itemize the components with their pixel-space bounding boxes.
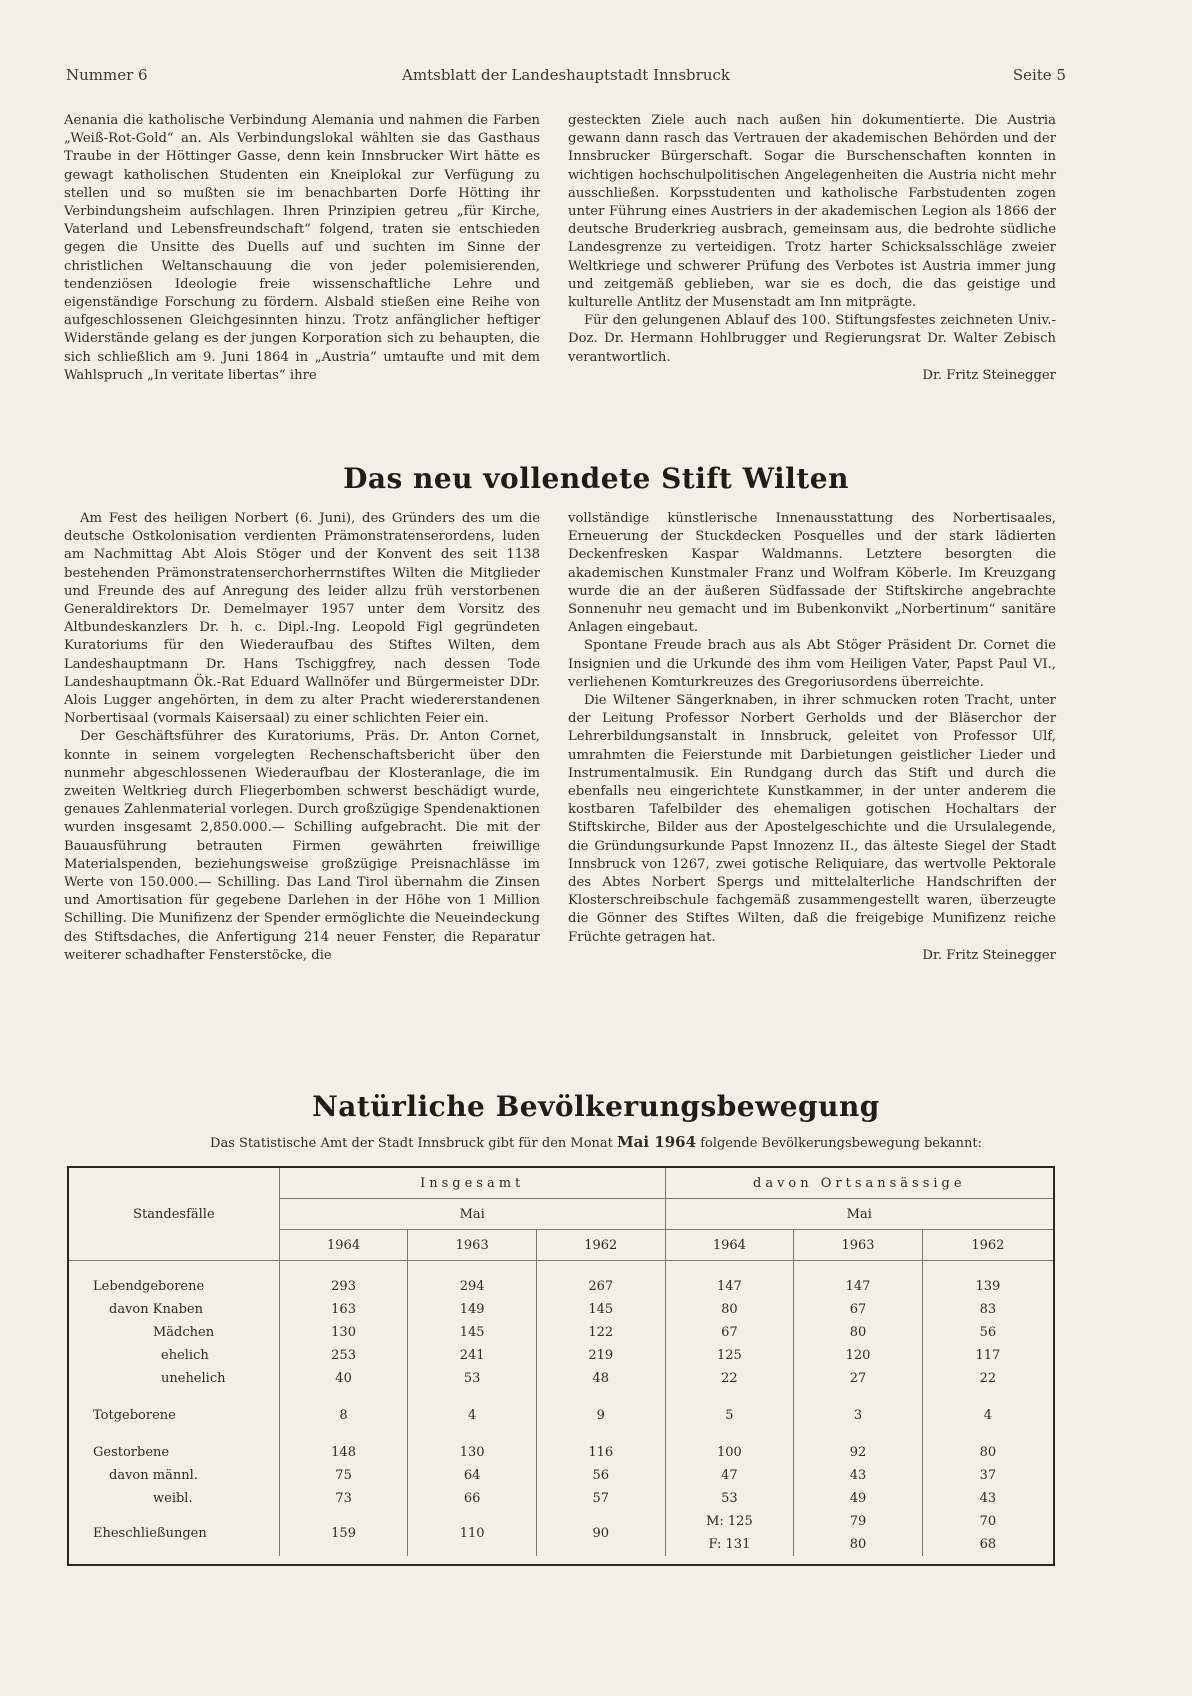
table-row (69, 1464, 1053, 1487)
cell: 149 (408, 1298, 537, 1321)
cell: 117 (975, 1348, 1001, 1363)
cell: 53 (665, 1487, 794, 1510)
article2-title: Das neu vollendete Stift Wilten (343, 462, 849, 495)
row-label: davon Knaben (69, 1298, 279, 1321)
row-label: unehelich (69, 1367, 279, 1390)
article1-right-column (568, 112, 1056, 385)
month-insgesamt: Mai (279, 1199, 665, 1230)
cell: 49 (794, 1487, 923, 1510)
cell: 40 (279, 1367, 408, 1390)
cell: 83 (979, 1302, 997, 1317)
cell: 145 (408, 1321, 537, 1344)
article1-right-text: gesteckten Ziele auch nach außen hin dokumentierte. Die Austria gewann dann rasch das Vertrauen der akademischen Behörden und der Innsbrucker Bürgerschaft. Sogar die Burschenschaften konnten in wichtigen hochschulpolitischen Angelegenheiten die Austria nicht mehr ausschließen. Korpsstudenten und katholische Farbstudenten zogen unter Führung eines Austriers in der akademischen Legion als 1866 der deutsche Bruderkrieg ausbrach, gemeinsam aus, die bedrohte südliche Landesgrenze zu verteidigen. Trotz harter Schicksalsschläge zweier Weltkriege und schwerer Prüfung des Verbotes ist Austria immer jung und zeitgemäß geblieben, war sie es doch, die das geistige und kulturelle Antlitz der Musenstadt am Inn mitprägte. (568, 113, 1056, 311)
cell: F: 131 (665, 1533, 794, 1556)
page-header (66, 66, 1066, 90)
cell: 139 (975, 1279, 1001, 1294)
article2-right-column (568, 510, 1056, 965)
row-label: Gestorbene (69, 1441, 279, 1464)
table-row (69, 1404, 1053, 1427)
cell: 48 (536, 1367, 665, 1390)
stats-subtitle-pre: Das Statistische Amt der Stadt Innsbruck gibt für den Monat (210, 1136, 613, 1151)
cell: 22 (665, 1367, 794, 1390)
cell: 241 (408, 1344, 537, 1367)
cell: 163 (279, 1298, 408, 1321)
year-header: 1962 (922, 1230, 1053, 1261)
cell: 80 (794, 1533, 923, 1556)
row-label: weibl. (69, 1487, 279, 1510)
article1-left-text: Aenania die katholische Verbindung Alemania und nahmen die Farben „Weiß-Rot-Gold“ an. Als Verbindungslokal wählten sie das Gasthaus Traube in der Höttinger Gasse, denn kein Innsbrucker Wirt hätte es gewagt katholischen Studenten ein Kneiplokal zur Verfügung zu stellen und so mußten sie im benachbarten Dorfe Hötting ihr Verbindungsheim aufschlagen. Ihren Prinzipien getreu „für Kirche, Vaterland und Lebensfreundschaft“ folgend, traten sie entschieden gegen die Unsitte des Duells auf und suchten im Sinne der christlichen Weltanschauung die von jeder polemisierenden, tendenziösen Ideologie freie wissenschaftliche Lehre und eigenständige Forschung zu fördern. Alsbald stießen eine Reihe von aufgeschlossenen Gleichgesinnten hinzu. Trotz anfänglicher heftiger Widerstände gelang es der jungen Korporation sich zu behaupten, die sich schließlich am 9. Juni 1864 in „Austria“ umtaufte und mit dem Wahlspruch „In veritate libertas“ ihre (64, 113, 540, 383)
cell: 219 (536, 1344, 665, 1367)
table-row (69, 1487, 1053, 1510)
cell: 68 (979, 1537, 997, 1552)
cell: 122 (536, 1321, 665, 1344)
table-row (69, 1344, 1053, 1367)
article2-left-p1: Am Fest des heiligen Norbert (6. Juni), des Gründers des um die deutsche Ostkolonisation verdienten Prämonstratenserordens, luden am Nachmittag Abt Alois Stöger und der Konvent des seit 1138 bestehenden Prämonstratenserchorherrnstiftes Wilten die Mitglieder und Freunde des auf Anregung des leider allzu früh verstorbenen Generaldirektors Dr. Demelmayer 1957 unter dem Vorsitz des Altbundeskanzlers Dr. h. c. Dipl.-Ing. Leopold Figl gegründeten Kuratoriums für den Wiederaufbau des Stiftes Wilten, dem Landeshauptmann Dr. Hans Tschiggfrey, nach dessen Tode Landeshauptmann Ök.-Rat Eduard Wallnöfer und Bürgermeister DDr. Alois Lugger angehörten, in dem zu alter Pracht wiedererstandenen Norbertisaal (vormals Kaisersaal) zu einer schlichten Feier ein. (64, 511, 540, 727)
cell: 130 (408, 1441, 537, 1464)
cell: 294 (408, 1275, 537, 1298)
month-ortsansaessige: Mai (665, 1199, 1053, 1230)
cell: 5 (665, 1404, 794, 1427)
cell: 8 (279, 1404, 408, 1427)
row-label: Lebendgeborene (69, 1275, 279, 1298)
cell: 147 (665, 1275, 794, 1298)
col-label-standesfaelle: Standesfälle (69, 1168, 279, 1261)
cell: 267 (536, 1275, 665, 1298)
table-row (69, 1441, 1053, 1464)
cell: 67 (665, 1321, 794, 1344)
row-label: Eheschließungen (69, 1510, 279, 1556)
cell: 75 (279, 1464, 408, 1487)
row-label: Mädchen (69, 1321, 279, 1344)
article1-signature: Dr. Fritz Steinegger (922, 367, 1056, 383)
cell: 70 (979, 1514, 997, 1529)
year-header: 1963 (408, 1230, 537, 1261)
cell: 56 (979, 1325, 997, 1340)
year-header: 1963 (794, 1230, 923, 1261)
year-header: 1964 (279, 1230, 408, 1261)
cell: 116 (536, 1441, 665, 1464)
article2-left-p2: Der Geschäftsführer des Kuratoriums, Präs. Dr. Anton Cornet, konnte in seinem vorgelegten Rechenschaftsbericht über den nunmehr abgeschlossenen Wiederaufbau der Klosteranlage, die im zweiten Weltkrieg durch Fliegerbomben schwerst beschädigt wurde, genaues Zahlenmaterial vorlegen. Durch großzügige Spendenaktionen wurden insgesamt 2,850.000.— Schilling aufgebracht. Die mit der Bauausführung betrauten Firmen gewährten freiwillige Materialspenden, beziehungsweise großzügige Preisnachlässe im Werte von 150.000.— Schilling. Das Land Tirol übernahm die Zinsen und Amortisation für gegebene Darlehen in der Höhe von 1 Million Schilling. Die Munifizenz der Spender ermöglichte die Neueindeckung des Stiftsdaches, die Anfertigung 214 neuer Fenster, die Reparatur weiterer schadhafter Fensterstöcke, die (64, 729, 540, 963)
stats-table (69, 1168, 1053, 1556)
cell: 22 (979, 1371, 997, 1386)
cell: 145 (536, 1298, 665, 1321)
cell: 47 (665, 1464, 794, 1487)
cell: 9 (536, 1404, 665, 1427)
cell: 253 (279, 1344, 408, 1367)
year-header: 1962 (536, 1230, 665, 1261)
cell: 67 (794, 1298, 923, 1321)
cell: 56 (536, 1464, 665, 1487)
page-number: Seite 5 (1012, 66, 1066, 84)
cell: 120 (794, 1344, 923, 1367)
article2-signature: Dr. Fritz Steinegger (922, 947, 1056, 963)
row-label: ehelich (69, 1344, 279, 1367)
table-row (69, 1321, 1053, 1344)
table-row (69, 1367, 1053, 1390)
cell: 92 (794, 1441, 923, 1464)
stats-subtitle (0, 1133, 1192, 1151)
cell: 80 (794, 1321, 923, 1344)
article1-right-text2: Für den gelungenen Ablauf des 100. Stiftungsfestes zeichneten Univ.-Doz. Dr. Hermann Hohlbrugger und Regierungsrat Dr. Walter Zebisch verantwortlich. (568, 313, 1056, 365)
cell: 3 (794, 1404, 923, 1427)
stats-table-frame (67, 1166, 1055, 1566)
article2-right-p1: vollständige künstlerische Innenausstattung des Norbertisaales, Erneuerung der Stuckdecken Posquelles und der stark lädierten Deckenfresken Kaspar Waldmanns. Letztere besorgten die akademischen Kunstmaler Franz und Wolfram Köberle. Im Kreuzgang wurde die an der äußeren Südfassade der Stiftskirche angebrachte Sonnenuhr neu gemacht und im Bubenkonvikt „Norbertinum“ sanitäre Anlagen eingebaut. (568, 511, 1056, 636)
cell: 57 (536, 1487, 665, 1510)
row-label: Totgeborene (69, 1404, 279, 1427)
cell: 125 (665, 1344, 794, 1367)
cell: 4 (408, 1404, 537, 1427)
cell: 147 (794, 1275, 923, 1298)
stats-title: Natürliche Bevölkerungsbewegung (312, 1090, 880, 1123)
cell: 43 (979, 1491, 997, 1506)
stats-subtitle-post: folgende Bevölkerungsbewegung bekannt: (700, 1136, 982, 1151)
year-header: 1964 (665, 1230, 794, 1261)
cell: 80 (665, 1298, 794, 1321)
cell: 66 (408, 1487, 537, 1510)
article2-right-p3: Die Wiltener Sängerknaben, in ihrer schmucken roten Tracht, unter der Leitung Professor Norbert Gerholds und der Bläserchor der Lehrerbildungsanstalt in Innsbruck, geleitet von Professor Ulf, umrahmten die Feierstunde mit Darbietungen geistlicher Lieder und Instrumentalmusik. Ein Rundgang durch das Stift und durch die ebenfalls neu eingerichtete Kunstkammer, in der unter anderem die kostbaren Tafelbilder des ehemaligen gotischen Hochaltars der Stiftskirche, Bilder aus der Apostelgeschichte und die Ursulalegende, die Gründungsurkunde Papst Innozenz II., das älteste Siegel der Stadt Innsbruck von 1267, zwei gotische Reliquiare, das wertvolle Pektorale des Abtes Norbert Spergs und mittelalterliche Handschriften der Klosterschreibschule fachgemäß zusammengestellt waren, überzeugte die Gönner des Stiftes Wilten, daß die freigebige Munifizenz reiche Früchte getragen hat. (568, 693, 1056, 945)
publication-title: Amtsblatt der Landeshauptstadt Innsbruck (402, 66, 730, 84)
cell: 53 (408, 1367, 537, 1390)
cell: 37 (979, 1468, 997, 1483)
article2-left-column (64, 510, 540, 965)
group-ortsansaessige: davon Ortsansässige (665, 1168, 1053, 1199)
cell: 79 (794, 1510, 923, 1533)
cell: 80 (979, 1445, 997, 1460)
stats-subtitle-month: Mai 1964 (617, 1133, 697, 1151)
cell: 148 (279, 1441, 408, 1464)
cell: 90 (536, 1510, 665, 1556)
row-label: davon männl. (69, 1464, 279, 1487)
cell: M: 125 (665, 1510, 794, 1533)
article1-left-column (64, 112, 540, 385)
table-row (69, 1275, 1053, 1298)
cell: 293 (279, 1275, 408, 1298)
cell: 43 (794, 1464, 923, 1487)
cell: 130 (279, 1321, 408, 1344)
cell: 64 (408, 1464, 537, 1487)
group-insgesamt: Insgesamt (279, 1168, 665, 1199)
table-row (69, 1510, 1053, 1533)
cell: 110 (408, 1510, 537, 1556)
cell: 73 (279, 1487, 408, 1510)
cell: 27 (794, 1367, 923, 1390)
cell: 159 (279, 1510, 408, 1556)
cell: 100 (665, 1441, 794, 1464)
article2-right-p2: Spontane Freude brach aus als Abt Stöger Präsident Dr. Cornet die Insignien und die Urkunde des ihm vom Heiligen Vater, Papst Paul VI., verliehenen Komturkreuzes des Gregoriusordens überreichte. (568, 638, 1056, 690)
issue-number: Nummer 6 (66, 66, 148, 84)
cell: 4 (983, 1408, 993, 1423)
table-row (69, 1298, 1053, 1321)
